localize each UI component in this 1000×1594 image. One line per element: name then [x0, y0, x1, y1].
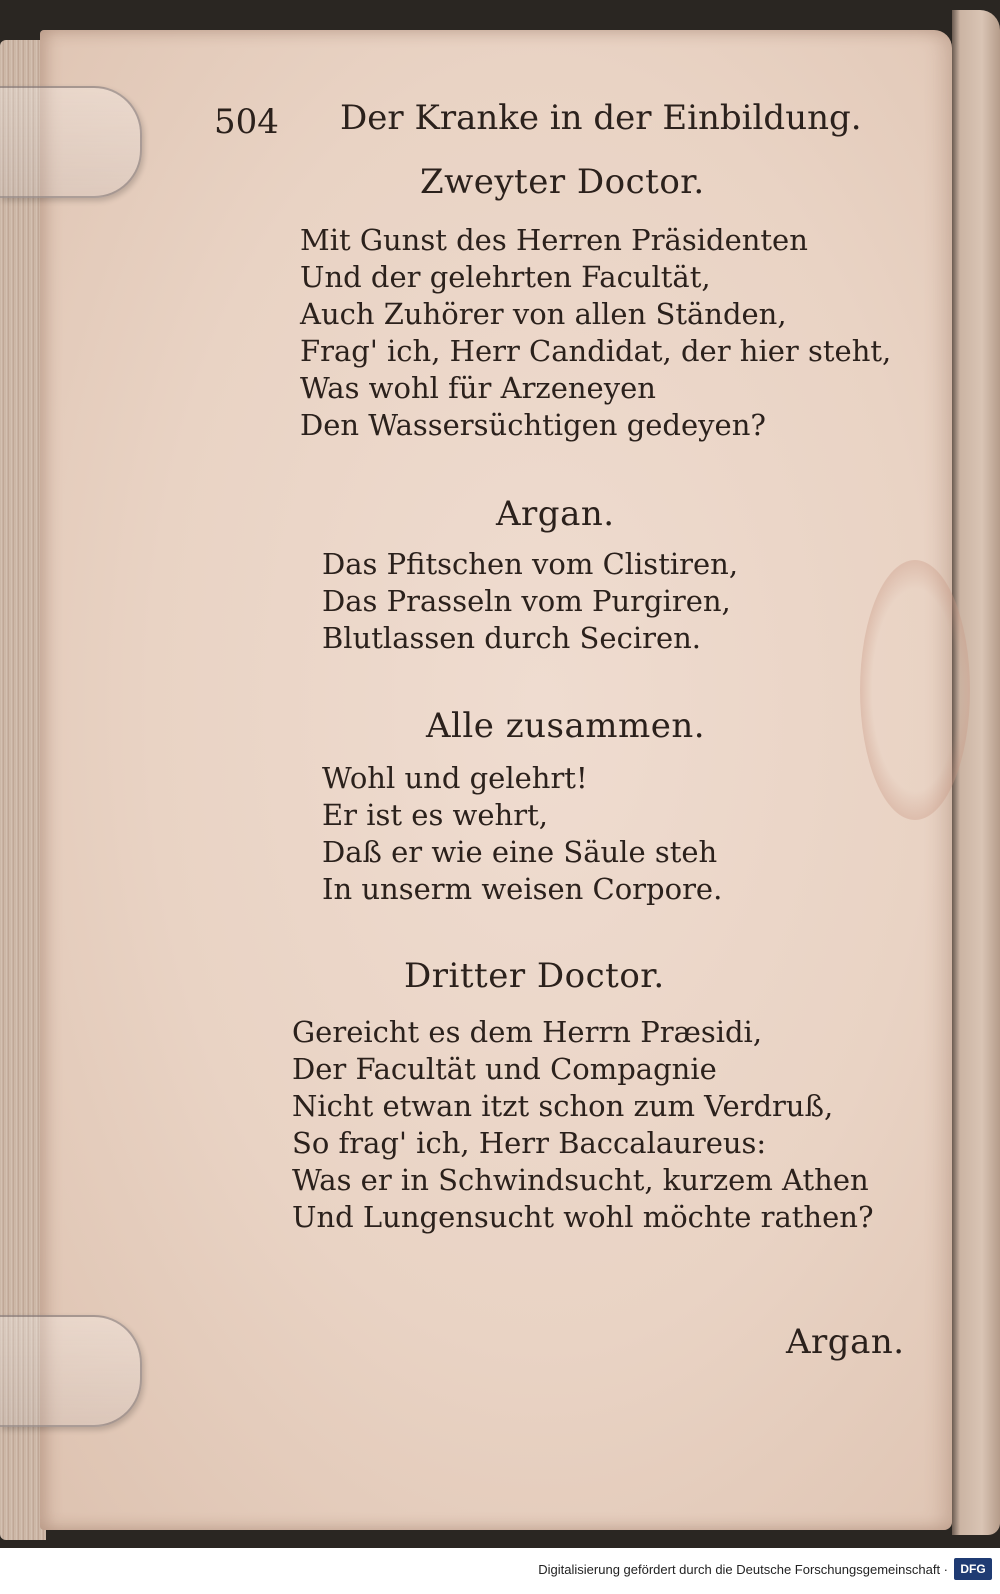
running-title: Der Kranke in der Einbildung.: [340, 98, 862, 138]
page-number: 504: [214, 102, 279, 142]
verse-line: Mit Gunst des Herren Präsidenten: [300, 223, 808, 257]
verse-line: Was wohl für Arzeneyen: [300, 371, 656, 405]
catchword: Argan.: [786, 1322, 905, 1362]
verse-line: Gereicht es dem Herrn Præsidi,: [292, 1015, 763, 1049]
speaker-heading: Dritter Doctor.: [404, 956, 665, 996]
verse-line: Das Prasseln vom Purgiren,: [322, 584, 731, 618]
verse-block: [322, 760, 722, 908]
verse-line: Er ist es wehrt,: [322, 798, 548, 832]
verse-block: [322, 546, 738, 657]
funding-credit: Digitalisierung gefördert durch die Deutsche Forschungsgemeinschaft ·: [538, 1562, 948, 1577]
verse-line: Der Facultät und Compagnie: [292, 1052, 717, 1086]
page-clip-bottom: [0, 1315, 142, 1427]
verse-line: Und der gelehrten Facultät,: [300, 260, 711, 294]
verse-line: Wohl und gelehrt!: [322, 761, 588, 795]
verse-line: Das Pfitschen vom Clistiren,: [322, 547, 739, 581]
water-stain: [860, 560, 970, 820]
verse-line: Und Lungensucht wohl möchte rathen?: [292, 1200, 874, 1234]
verse-line: Blutlassen durch Seciren.: [322, 621, 702, 655]
digitization-footer: [0, 1548, 1000, 1594]
speaker-heading: Zweyter Doctor.: [420, 162, 705, 202]
verse-line: Frag' ich, Herr Candidat, der hier steht,: [300, 334, 892, 368]
verse-line: In unserm weisen Corpore.: [322, 872, 723, 906]
verse-block: [300, 222, 891, 444]
verse-line: Was er in Schwindsucht, kurzem Athen: [292, 1163, 869, 1197]
verse-line: Den Wassersüchtigen gedeyen?: [300, 408, 766, 442]
speaker-heading: Alle zusammen.: [426, 706, 706, 746]
verse-line: So frag' ich, Herr Baccalaureus:: [292, 1126, 767, 1160]
page-clip-top: [0, 86, 142, 198]
speaker-heading: Argan.: [496, 494, 615, 534]
dfg-logo: DFG: [954, 1558, 992, 1580]
verse-block: [292, 1014, 874, 1236]
verse-line: Auch Zuhörer von allen Ständen,: [300, 297, 787, 331]
verse-line: Daß er wie eine Säule steh: [322, 835, 718, 869]
verse-line: Nicht etwan itzt schon zum Verdruß,: [292, 1089, 834, 1123]
book-page-edges-right: [952, 10, 1000, 1535]
